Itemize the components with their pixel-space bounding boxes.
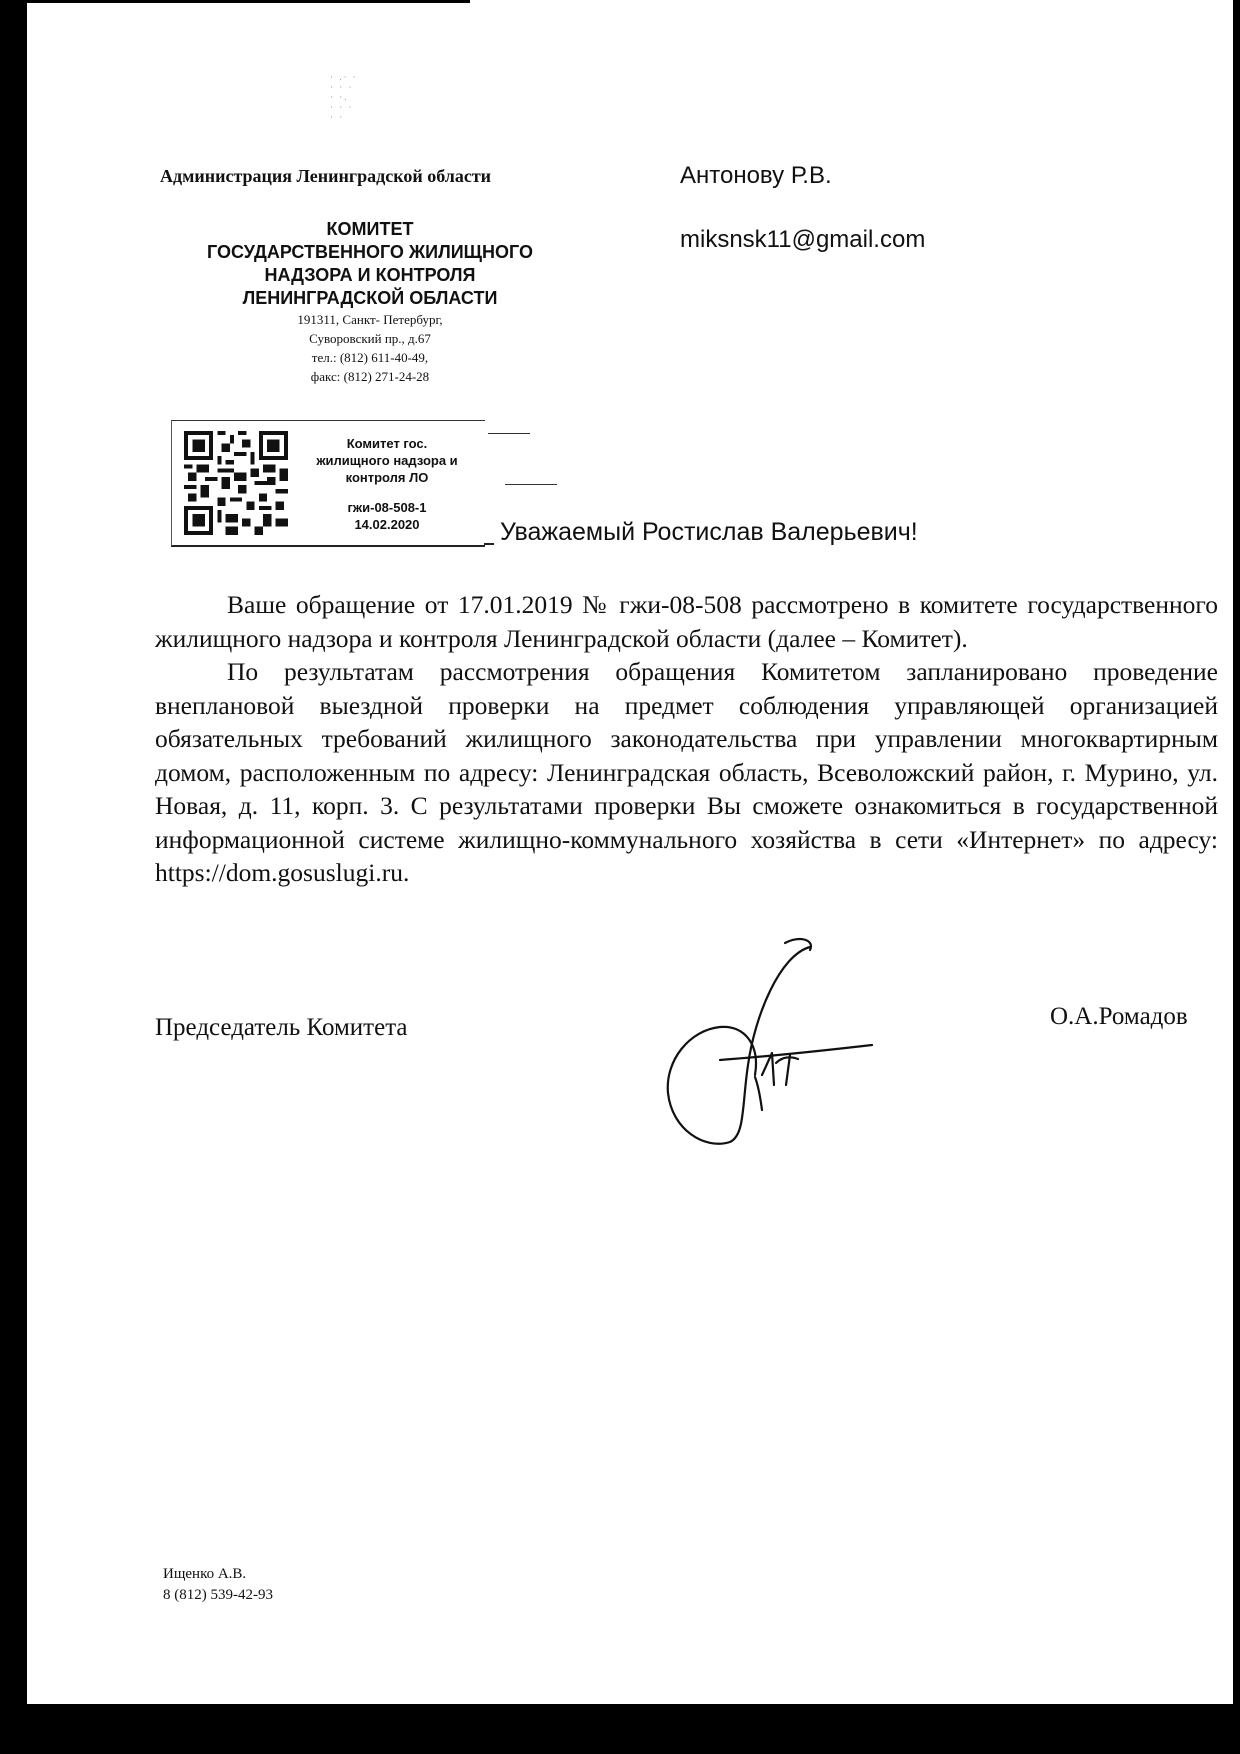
handwritten-signature [660,935,900,1155]
recipient-name: Антонову Р.В. [680,162,832,189]
stamp-field-line [484,543,494,545]
stamp-date: 14.02.2020 [354,517,420,532]
signer-position: Председатель Комитета [155,1014,408,1041]
scan-edge-right [1233,0,1240,1754]
stamp-field-line [488,433,530,434]
body-paragraph: По результатам рассмотрения обращения Комитетом запланировано проведение внеплановой выездной проверки на предмет соблюдения управляющей организацией обязательных требований жилищного законодательства при управлении многоквартирным домом, расположенным по адресу: Ленинградская область, Всеволожский район, г. Мурино, ул. Новая, д. 11, корп. 3. С результатами проверки Вы сможете ознакомиться в государственной информационной системе жилищно-коммунального хозяйства в сети «Интернет» по адресу: https://dom.gosuslugi.ru. [155,657,1218,887]
address-line: тел.: (812) 611-40-49, [311,350,429,365]
address-line: 191311, Санкт- Петербург, [297,312,443,327]
sender-administration: Администрация Ленинградской области [160,166,492,186]
stamp-registration [294,499,480,533]
registration-stamp [171,420,485,547]
sender-committee-name [165,218,575,310]
scan-edge-top [0,0,470,3]
address-line: Суворовский пр., д.67 [309,331,431,346]
greeting: Уважаемый Ростислав Валерьевич! [500,518,918,546]
committee-line: ГОСУДАРСТВЕННОГО ЖИЛИЩНОГО [207,242,533,262]
recipient-email: miksnsk11@gmail.com [680,226,926,253]
stamp-field-line [505,484,557,485]
sender-address [250,310,490,386]
address-line: факс: (812) 271-24-28 [310,369,430,384]
body-paragraph: Ваше обращение от 17.01.2019 № гжи-08-508 рассмотрено в комитете государственного жилищного надзора и контроля Ленинградской области (далее – Комитет). [155,590,1218,653]
qr-code-icon [184,431,288,535]
stamp-org-line: жилищного надзора и [316,453,458,468]
scan-edge-left [0,0,27,1754]
scan-edge-bottom [0,1704,1240,1754]
scan-noise-mark: · .· · · · · · ·. · · · · · [330,72,358,122]
executor-info [163,1564,273,1606]
stamp-organization [294,435,480,486]
committee-line: КОМИТЕТ [326,219,414,239]
executor-name: Ищенко А.В. [163,1566,247,1582]
stamp-reg-number: гжи-08-508-1 [347,500,427,515]
committee-line: ЛЕНИНГРАДСКОЙ ОБЛАСТИ [242,288,498,308]
stamp-org-line: Комитет гос. [346,436,428,451]
signer-name: О.А.Ромадов [1050,1003,1188,1030]
committee-line: НАДЗОРА И КОНТРОЛЯ [264,265,476,285]
letter-body [155,588,1218,890]
stamp-org-line: контроля ЛО [345,470,429,485]
executor-phone: 8 (812) 539-42-93 [163,1587,273,1603]
